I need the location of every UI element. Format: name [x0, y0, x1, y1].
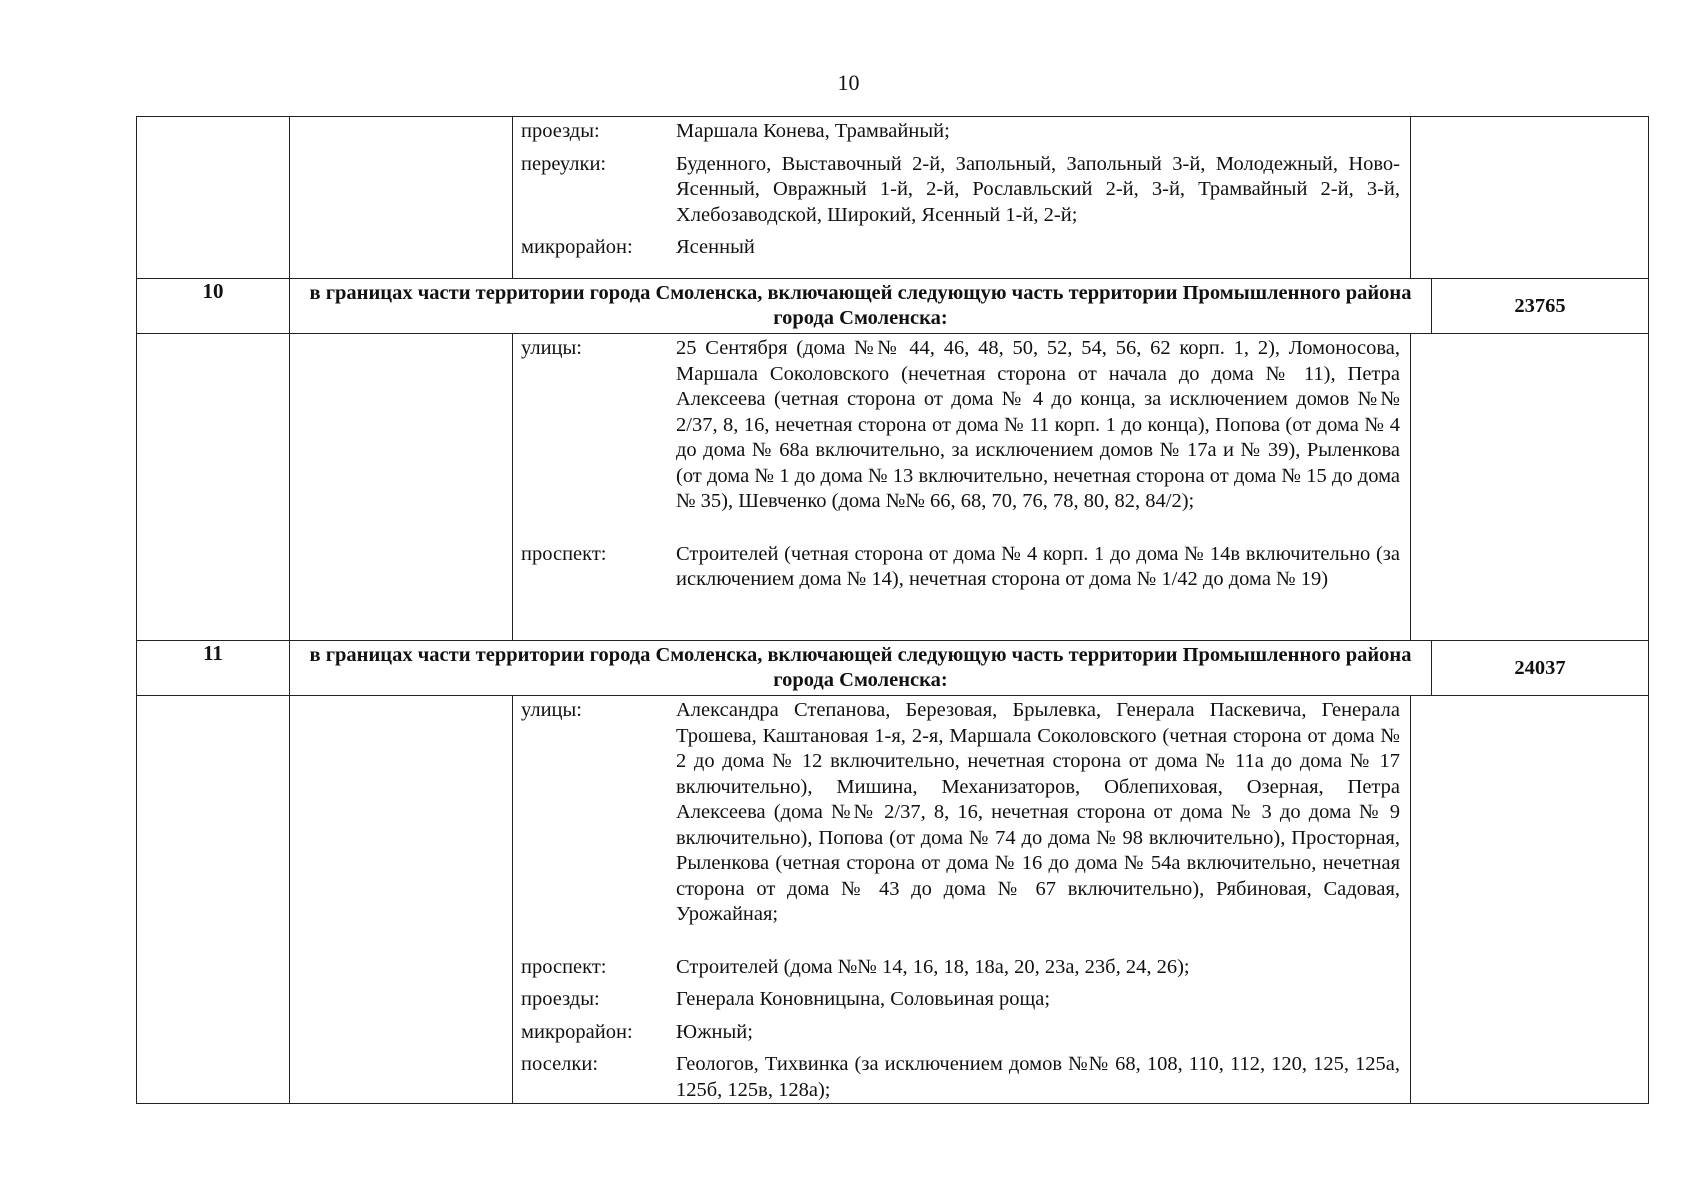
count-cell [1411, 334, 1649, 641]
count-cell [1411, 696, 1649, 1104]
entry-value: Маршала Конева, Трамвайный; [676, 120, 950, 142]
entry-value: Строителей (четная сторона от дома № 4 корп. 1 до дома № 14в включительно (за исключением дома № 14), нечетная сторона от дома № 1/42 до дома № 19) [676, 542, 1400, 590]
number-cell [137, 696, 290, 1104]
entry [521, 1052, 1400, 1103]
entry-label: улицы: [521, 337, 582, 359]
entry [521, 119, 1400, 145]
section-title: в границах части территории города Смоленска, включающей следующую часть территории Промышленного района города Смоленска: [309, 644, 1412, 691]
blank-cell [290, 696, 513, 1104]
district-table [136, 116, 1649, 1104]
entry-value: Александра Степанова, Березовая, Брылевка, Генерала Паскевича, Генерала Трошева, Каштановая 1-я, 2-я, Маршала Соколовского (четная сторона от дома № 2 до дома № 12 включительно, нечетная сторона от дома № 11а до дома № 17 включительно), Мишина, Механизаторов, Облепиховая, Озерная, Петра Алексеева (дома №№ 2/37, 8, 16, нечетная сторона от дома № 3 до дома № 9 включительно), Попова (от дома № 74 до дома № 98 включительно), Просторная, Рыленкова (четная сторона от дома № 16 до дома № 54а включительно, нечетная сторона от дома № 43 до дома № 67 включительно), Рябиновая, Садовая, Урожайная; [676, 699, 1400, 925]
entry [521, 698, 1400, 928]
entry-label: проспект: [521, 542, 607, 565]
entry [521, 336, 1400, 515]
entry-value: Буденного, Выставочный 2-й, Запольный, Запольный 3-й, Молодежный, Ново-Ясенный, Овражный 1-й, 2-й, Рославльский 2-й, 3-й, Трамвайный 2-й, 3-й, Хлебозаводской, Широкий, Ясенный 1-й, 2-й; [676, 152, 1400, 226]
entry-label: поселки: [521, 1053, 599, 1075]
section-header-row [137, 641, 1649, 696]
entry [521, 152, 1400, 229]
entry-value: Генерала Коновницына, Соловьиная роща; [676, 988, 1051, 1010]
entries-cell [513, 696, 1411, 1104]
section-number: 10 [137, 279, 290, 334]
blank-cell [290, 334, 513, 641]
entry-label: микрорайон: [521, 236, 633, 258]
entry [521, 235, 1400, 261]
entry-label: проезды: [521, 988, 600, 1010]
continuation-row [137, 117, 1649, 279]
number-cell [137, 334, 290, 641]
section-content-row [137, 696, 1649, 1104]
page-number: 10 [837, 70, 860, 95]
entry-value: Ясенный [676, 236, 755, 258]
entry [521, 1020, 1400, 1046]
entry-label: улицы: [521, 699, 582, 721]
entry [521, 955, 1400, 981]
section-count: 24037 [1432, 641, 1649, 695]
entry [521, 987, 1400, 1013]
section-content-row [137, 334, 1649, 641]
entry [521, 542, 1400, 593]
entry-value: Южный; [676, 1020, 753, 1043]
entry-label: проспект: [521, 955, 607, 978]
count-cell [1411, 117, 1649, 279]
entries-cell [513, 117, 1411, 279]
entry-label: проезды: [521, 120, 600, 142]
entry-value: Геологов, Тихвинка (за исключением домов №№ 68, 108, 110, 112, 120, 125, 125а, 125б, 125в, 128а); [676, 1053, 1400, 1101]
section-header-row [137, 279, 1649, 334]
section-title: в границах части территории города Смоленска, включающей следующую часть территории Промышленного района города Смоленска: [309, 282, 1412, 329]
number-cell [137, 117, 290, 279]
section-count: 23765 [1432, 279, 1649, 333]
section-number: 11 [137, 641, 290, 696]
entry-value: Строителей (дома №№ 14, 16, 18, 18а, 20, 23а, 23б, 24, 26); [676, 955, 1190, 978]
blank-cell [290, 117, 513, 279]
entry-value: 25 Сентября (дома №№ 44, 46, 48, 50, 52, 54, 56, 62 корп. 1, 2), Ломоносова, Маршала Соколовского (нечетная сторона от начала до дома № 11), Петра Алексеева (четная сторона от дома № 4 до конца, за исключением домов №№ 2/37, 8, 16, нечетная сторона от дома № 11 корп. 1 до конца), Попова (от дома № 4 до дома № 68а включительно, за исключением домов № 17а и № 39), Рыленкова (от дома № 1 до дома № 13 включительно, нечетная сторона от дома № 15 до дома № 35), Шевченко (дома №№ 66, 68, 70, 76, 78, 80, 82, 84/2); [676, 337, 1400, 512]
entries-cell [513, 334, 1411, 641]
entry-label: переулки: [521, 152, 607, 175]
entry-label: микрорайон: [521, 1020, 633, 1043]
